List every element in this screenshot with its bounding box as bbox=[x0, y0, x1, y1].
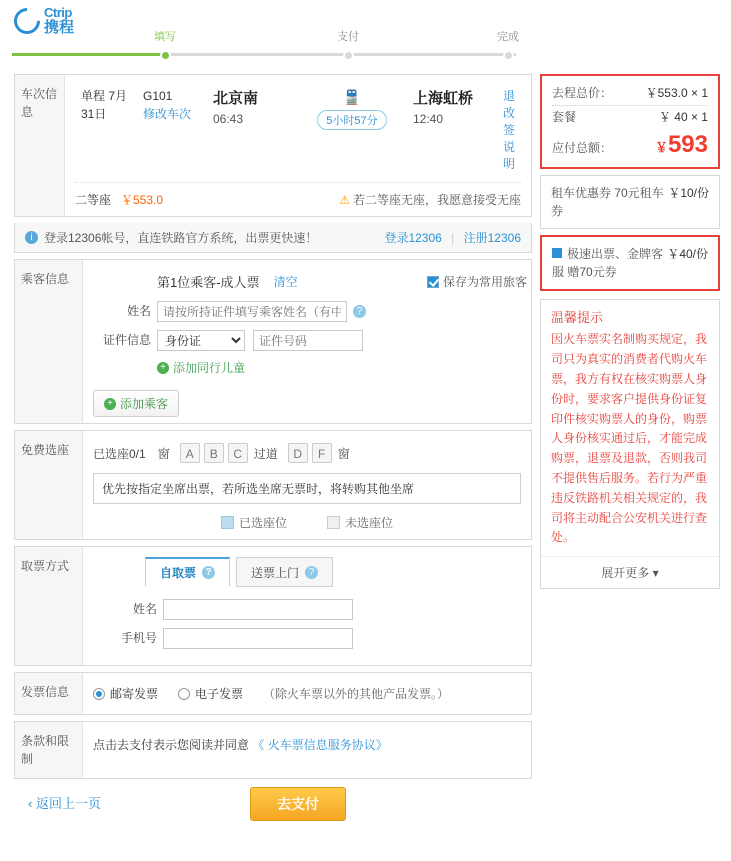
car-coupon-label: 租车优惠券 70元租车券 bbox=[551, 186, 664, 219]
refund-policy-link[interactable]: 退改签说明 bbox=[502, 89, 515, 171]
tips-box bbox=[540, 299, 720, 589]
step-done bbox=[478, 31, 538, 61]
from-time: 06:43 bbox=[212, 112, 244, 126]
invoice-note: （除火车票以外的其他产品发票。） bbox=[263, 687, 450, 701]
seat-price: ￥553.0 bbox=[121, 193, 164, 207]
step-done-label: 完成 bbox=[497, 31, 519, 43]
terms-text: 点击去支付表示您阅读并同意 bbox=[93, 738, 250, 752]
price-summary-box bbox=[540, 74, 720, 169]
train-row bbox=[75, 83, 521, 174]
invoice-electronic-label: 电子发票 bbox=[195, 687, 244, 701]
to-block bbox=[407, 87, 497, 126]
legend-unselected bbox=[327, 514, 393, 531]
self-pickup-help-icon[interactable]: ? bbox=[202, 566, 215, 579]
price-row-package bbox=[552, 108, 708, 127]
progress-steps bbox=[0, 31, 731, 68]
change-train-link[interactable]: 修改车次 bbox=[142, 107, 191, 121]
legend-selected-label: 已选座位 bbox=[238, 516, 287, 530]
from-station: 北京南 bbox=[212, 90, 258, 107]
to-station: 上海虹桥 bbox=[412, 90, 473, 107]
passenger-title: 第1位乘客-成人票 bbox=[157, 275, 260, 290]
notice-12306 bbox=[14, 223, 532, 253]
step-pay bbox=[318, 31, 378, 61]
tab-self-pickup[interactable] bbox=[145, 557, 230, 587]
seat-tip: 优先按指定坐席出票，若所选坐席无票时，将转购其他坐席 bbox=[93, 473, 521, 504]
express-service-text: 极速出票、金牌客服 赠70元券 bbox=[552, 247, 664, 280]
bottom-bar bbox=[14, 785, 532, 835]
no-seat-note-text: 若二等座无座，我愿意接受无座 bbox=[352, 193, 521, 207]
brand-cn: 携程 bbox=[44, 18, 75, 36]
info-icon: i bbox=[25, 231, 38, 244]
summary-column bbox=[540, 74, 720, 589]
passenger-name-input[interactable] bbox=[157, 301, 347, 322]
name-help-icon[interactable]: ? bbox=[353, 305, 366, 318]
car-coupon-box[interactable] bbox=[540, 175, 720, 229]
total-row bbox=[552, 131, 708, 159]
invoice-panel bbox=[14, 672, 532, 715]
trip-type: 单程 bbox=[80, 89, 105, 103]
save-frequent-traveler-toggle[interactable] bbox=[427, 273, 527, 290]
total-currency: ￥ bbox=[654, 140, 668, 156]
ctrip-logo-icon bbox=[9, 2, 46, 39]
add-passenger-label: 添加乘客 bbox=[120, 397, 169, 411]
tips-text: 因火车票实名制购买规定，我司只为真实的消费者代购火车票，我方有权在核实购票人身份时，要求客户提供身份证复印件核实购票人的身份，购票人身份核实通过后，才能完成购票，退票及退款，否则我司不提供售后服务。若行为严重违反铁路机关相关规定的，我司将主动配合公安机关进行查处。 bbox=[551, 332, 708, 545]
car-coupon-row bbox=[551, 184, 709, 220]
notice-text: 登录12306帐号，直连铁路官方系统，出票更快速！ bbox=[44, 231, 318, 245]
train-number-block bbox=[137, 87, 207, 123]
car-coupon-value: ￥10/份 bbox=[668, 186, 709, 201]
express-service-box[interactable] bbox=[540, 235, 720, 291]
pickup-name-input[interactable] bbox=[163, 599, 353, 620]
seat-picker-row bbox=[93, 443, 521, 463]
passenger-name-row bbox=[87, 301, 527, 322]
train-number: G101 bbox=[142, 89, 173, 103]
refund-policy-block bbox=[497, 87, 521, 172]
invoice-option-electronic[interactable] bbox=[178, 685, 243, 702]
pickup-name-row bbox=[93, 599, 521, 620]
train-info-panel bbox=[14, 74, 532, 217]
pickup-tabs bbox=[145, 557, 521, 587]
duration-block bbox=[297, 87, 407, 130]
passenger-name-label: 姓名 bbox=[126, 304, 151, 319]
step-fill-label: 填写 bbox=[154, 31, 176, 43]
seat-key-a[interactable]: A bbox=[180, 443, 200, 463]
legend-unselected-swatch bbox=[327, 516, 340, 529]
total-number: 593 bbox=[667, 131, 708, 159]
id-type-select[interactable] bbox=[157, 330, 245, 351]
seat-key-c[interactable]: C bbox=[228, 443, 248, 463]
passenger-panel bbox=[14, 259, 532, 424]
pickup-phone-row bbox=[93, 628, 521, 649]
express-service-row bbox=[552, 245, 708, 281]
passenger-label: 乘客信息 bbox=[15, 260, 83, 423]
from-block bbox=[207, 87, 297, 126]
back-link-label: 返回上一页 bbox=[35, 796, 101, 811]
id-number-input[interactable] bbox=[253, 330, 363, 351]
total-value bbox=[614, 131, 708, 159]
price-divider bbox=[552, 105, 708, 106]
add-child-button[interactable] bbox=[157, 359, 527, 376]
passenger-id-label: 证件信息 bbox=[102, 333, 151, 348]
pickup-label: 取票方式 bbox=[15, 547, 83, 665]
window-left-label: 窗 bbox=[157, 446, 170, 461]
passenger-header bbox=[157, 272, 527, 291]
step-fill-dot bbox=[160, 50, 171, 61]
trip-date bbox=[75, 87, 137, 123]
aisle-label: 过道 bbox=[253, 446, 278, 461]
step-pay-dot bbox=[343, 50, 354, 61]
plus-icon-2: + bbox=[104, 398, 116, 410]
tab-delivery[interactable] bbox=[236, 557, 333, 587]
pickup-name-label: 姓名 bbox=[132, 602, 157, 617]
ctrip-logo[interactable] bbox=[14, 6, 74, 35]
save-frequent-label: 保存为常用旅客 bbox=[442, 275, 527, 289]
invoice-label: 发票信息 bbox=[15, 673, 83, 714]
price-row-ticket bbox=[552, 84, 708, 103]
invoice-options bbox=[93, 681, 521, 706]
save-frequent-checkbox[interactable] bbox=[427, 276, 439, 288]
train-info-label: 车次信息 bbox=[15, 75, 65, 216]
passenger-id-row bbox=[87, 330, 527, 351]
register-12306-link[interactable]: 注册12306 bbox=[463, 231, 521, 245]
chevron-down-icon: ▾ bbox=[652, 566, 659, 581]
express-service-value: ￥40/份 bbox=[667, 247, 708, 262]
add-child-label: 添加同行儿童 bbox=[173, 361, 246, 375]
window-right-label: 窗 bbox=[337, 446, 350, 461]
invoice-mail-label: 邮寄发票 bbox=[110, 687, 159, 701]
step-done-dot bbox=[503, 50, 514, 61]
express-service-label bbox=[552, 245, 667, 281]
delivery-help-icon[interactable]: ? bbox=[305, 566, 318, 579]
invoice-option-mail[interactable] bbox=[93, 685, 158, 702]
legend-selected-swatch bbox=[221, 516, 234, 529]
seat-selection-label: 免费选座 bbox=[15, 431, 83, 539]
pickup-phone-label: 手机号 bbox=[120, 631, 157, 646]
terms-panel bbox=[14, 721, 532, 779]
price-package-value: ￥ 40 × 1 bbox=[658, 110, 708, 125]
legend-selected bbox=[221, 514, 287, 531]
pickup-panel bbox=[14, 546, 532, 666]
tab-delivery-label: 送票上门 bbox=[251, 565, 300, 580]
seat-key-d[interactable]: D bbox=[288, 443, 308, 463]
step-fill bbox=[135, 31, 195, 61]
seat-selection-panel bbox=[14, 430, 532, 540]
warning-icon: ⚠ bbox=[339, 193, 350, 207]
step-pay-label: 支付 bbox=[337, 31, 359, 43]
price-ticket-value: ￥553.0 × 1 bbox=[645, 86, 708, 100]
invoice-electronic-radio[interactable] bbox=[178, 688, 190, 700]
main-column bbox=[14, 74, 532, 835]
tab-self-pickup-label: 自取票 bbox=[160, 566, 197, 580]
pickup-phone-input[interactable] bbox=[163, 628, 353, 649]
clear-passenger-button[interactable]: 清空 bbox=[273, 275, 298, 289]
seat-key-f[interactable]: F bbox=[312, 443, 332, 463]
link-separator: | bbox=[451, 231, 455, 245]
seat-legend bbox=[93, 514, 521, 531]
train-icon: 🚆 bbox=[343, 89, 361, 105]
to-time: 12:40 bbox=[412, 112, 444, 126]
tips-title: 温馨提示 bbox=[551, 310, 604, 326]
terms-link[interactable]: 《 火车票信息服务协议》 bbox=[252, 738, 388, 752]
seat-selected-count: 已选座0/1 bbox=[93, 446, 146, 461]
seat-key-b[interactable]: B bbox=[204, 443, 224, 463]
tips-expand-label: 展开更多 bbox=[601, 566, 650, 581]
total-label: 应付总额： bbox=[552, 141, 613, 156]
brand-en: Ctrip bbox=[44, 5, 72, 20]
terms-row bbox=[93, 730, 521, 759]
price-ticket-label: 去程总价： bbox=[552, 86, 613, 100]
price-package-label: 套餐 bbox=[552, 110, 577, 125]
login-12306-link[interactable]: 登录12306 bbox=[384, 231, 442, 245]
pay-button[interactable]: 去支付 bbox=[250, 787, 346, 821]
no-seat-note bbox=[339, 191, 521, 208]
trip-date-value: 7月31日 bbox=[80, 89, 128, 121]
invoice-mail-radio[interactable] bbox=[93, 688, 105, 700]
plus-icon: + bbox=[157, 362, 169, 374]
legend-unselected-label: 未选座位 bbox=[345, 516, 394, 530]
seat-type: 二等座 bbox=[74, 193, 111, 207]
add-passenger-button[interactable] bbox=[93, 390, 179, 417]
back-link[interactable]: ‹ 返回上一页 bbox=[28, 796, 101, 811]
express-checkbox[interactable] bbox=[552, 248, 562, 258]
duration-badge: 5小时57分 bbox=[317, 110, 386, 130]
seat-price-row bbox=[75, 182, 521, 208]
tips-expand-button[interactable] bbox=[541, 556, 719, 588]
terms-label: 条款和限制 bbox=[15, 722, 83, 778]
